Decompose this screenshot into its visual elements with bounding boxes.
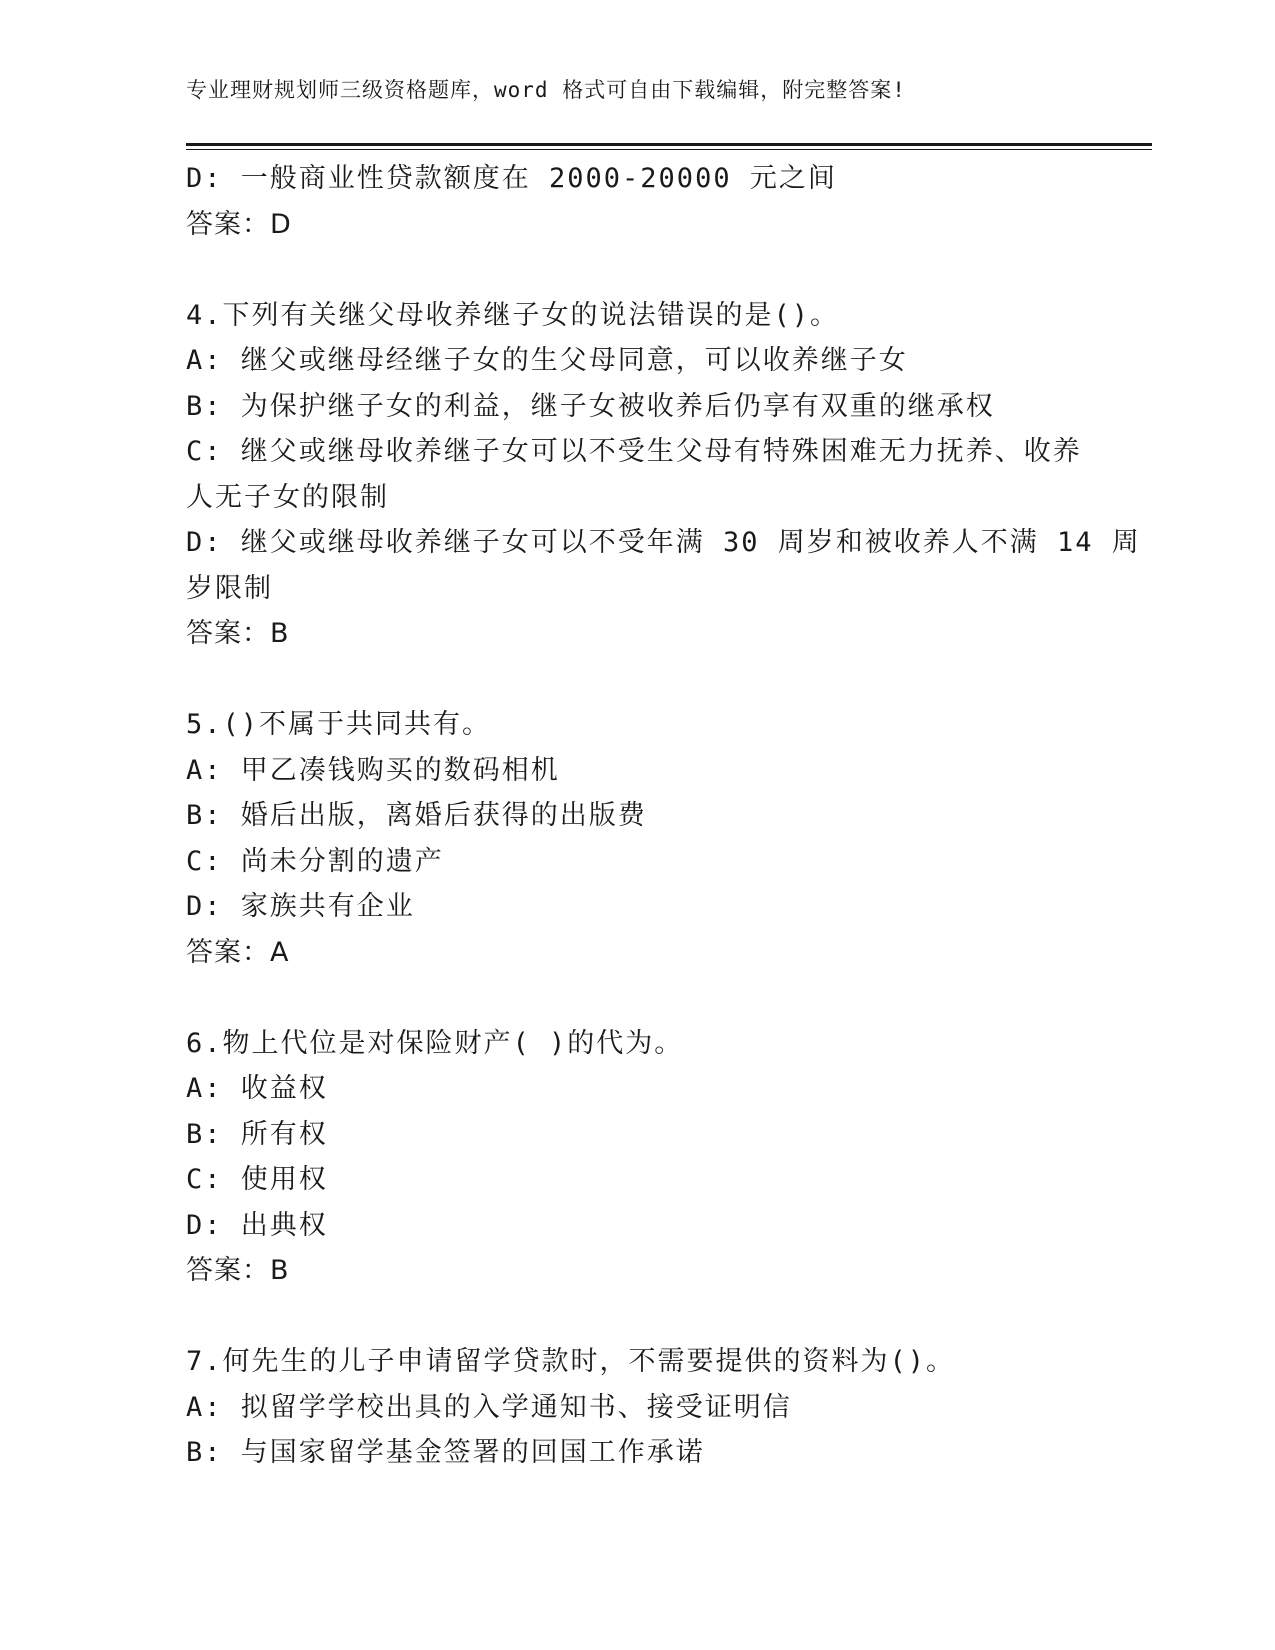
option-d: D: 一般商业性贷款额度在 2000-20000 元之间	[186, 163, 837, 194]
option-b: B: 与国家留学基金签署的回国工作承诺	[186, 1437, 705, 1468]
option-a: A: 收益权	[186, 1073, 328, 1104]
spacer	[186, 247, 1086, 293]
option-a: A: 拟留学学校出具的入学通知书、接受证明信	[186, 1391, 792, 1423]
answer-line: 答案：B	[186, 618, 290, 649]
question-block	[186, 1021, 1086, 1294]
option-c: C: 继父或继母收养继子女可以不受生父母有特殊困难无力抚养、收养	[186, 436, 1082, 467]
option-c-continued: 人无子女的限制	[186, 481, 389, 513]
answer-line: 答案：A	[186, 936, 290, 968]
option-d: D: 家族共有企业	[186, 891, 415, 922]
header-rule-thin	[186, 149, 1152, 150]
option-c: C: 尚未分割的遗产	[186, 845, 444, 877]
header-rule-thick	[186, 143, 1152, 146]
question-stem: 5.()不属于共同共有。	[186, 709, 492, 740]
option-d-continued: 岁限制	[186, 572, 273, 604]
option-c: C: 使用权	[186, 1164, 328, 1195]
question-block	[186, 702, 1086, 975]
option-d: D: 出典权	[186, 1209, 328, 1241]
spacer	[186, 975, 1086, 1021]
spacer	[186, 1294, 1086, 1340]
option-b: B: 为保护继子女的利益，继子女被收养后仍享有双重的继承权	[186, 390, 995, 422]
question-list	[186, 156, 1141, 1476]
option-a: A: 甲乙凑钱购买的数码相机	[186, 754, 560, 786]
option-d: D: 继父或继母收养继子女可以不受年满 30 周岁和被收养人不满 14 周	[186, 527, 1141, 558]
question-stem: 7.何先生的儿子申请留学贷款时，不需要提供的资料为()。	[186, 1346, 956, 1377]
answer-line: 答案：D	[186, 208, 292, 240]
option-b: B: 婚后出版，离婚后获得的出版费	[186, 800, 647, 831]
question-stem: 6.物上代位是对保险财产( )的代为。	[186, 1027, 684, 1059]
answer-line: 答案：B	[186, 1255, 290, 1286]
question-stem: 4.下列有关继父母收养继子女的说法错误的是()。	[186, 299, 840, 331]
page-header: 专业理财规划师三级资格题库，word 格式可自由下载编辑，附完整答案!	[186, 78, 906, 102]
spacer	[186, 657, 1086, 703]
question-block	[186, 293, 1141, 657]
option-b: B: 所有权	[186, 1118, 328, 1150]
question-block	[186, 1339, 1086, 1476]
option-a: A: 继父或继母经继子女的生父母同意，可以收养继子女	[186, 345, 908, 376]
